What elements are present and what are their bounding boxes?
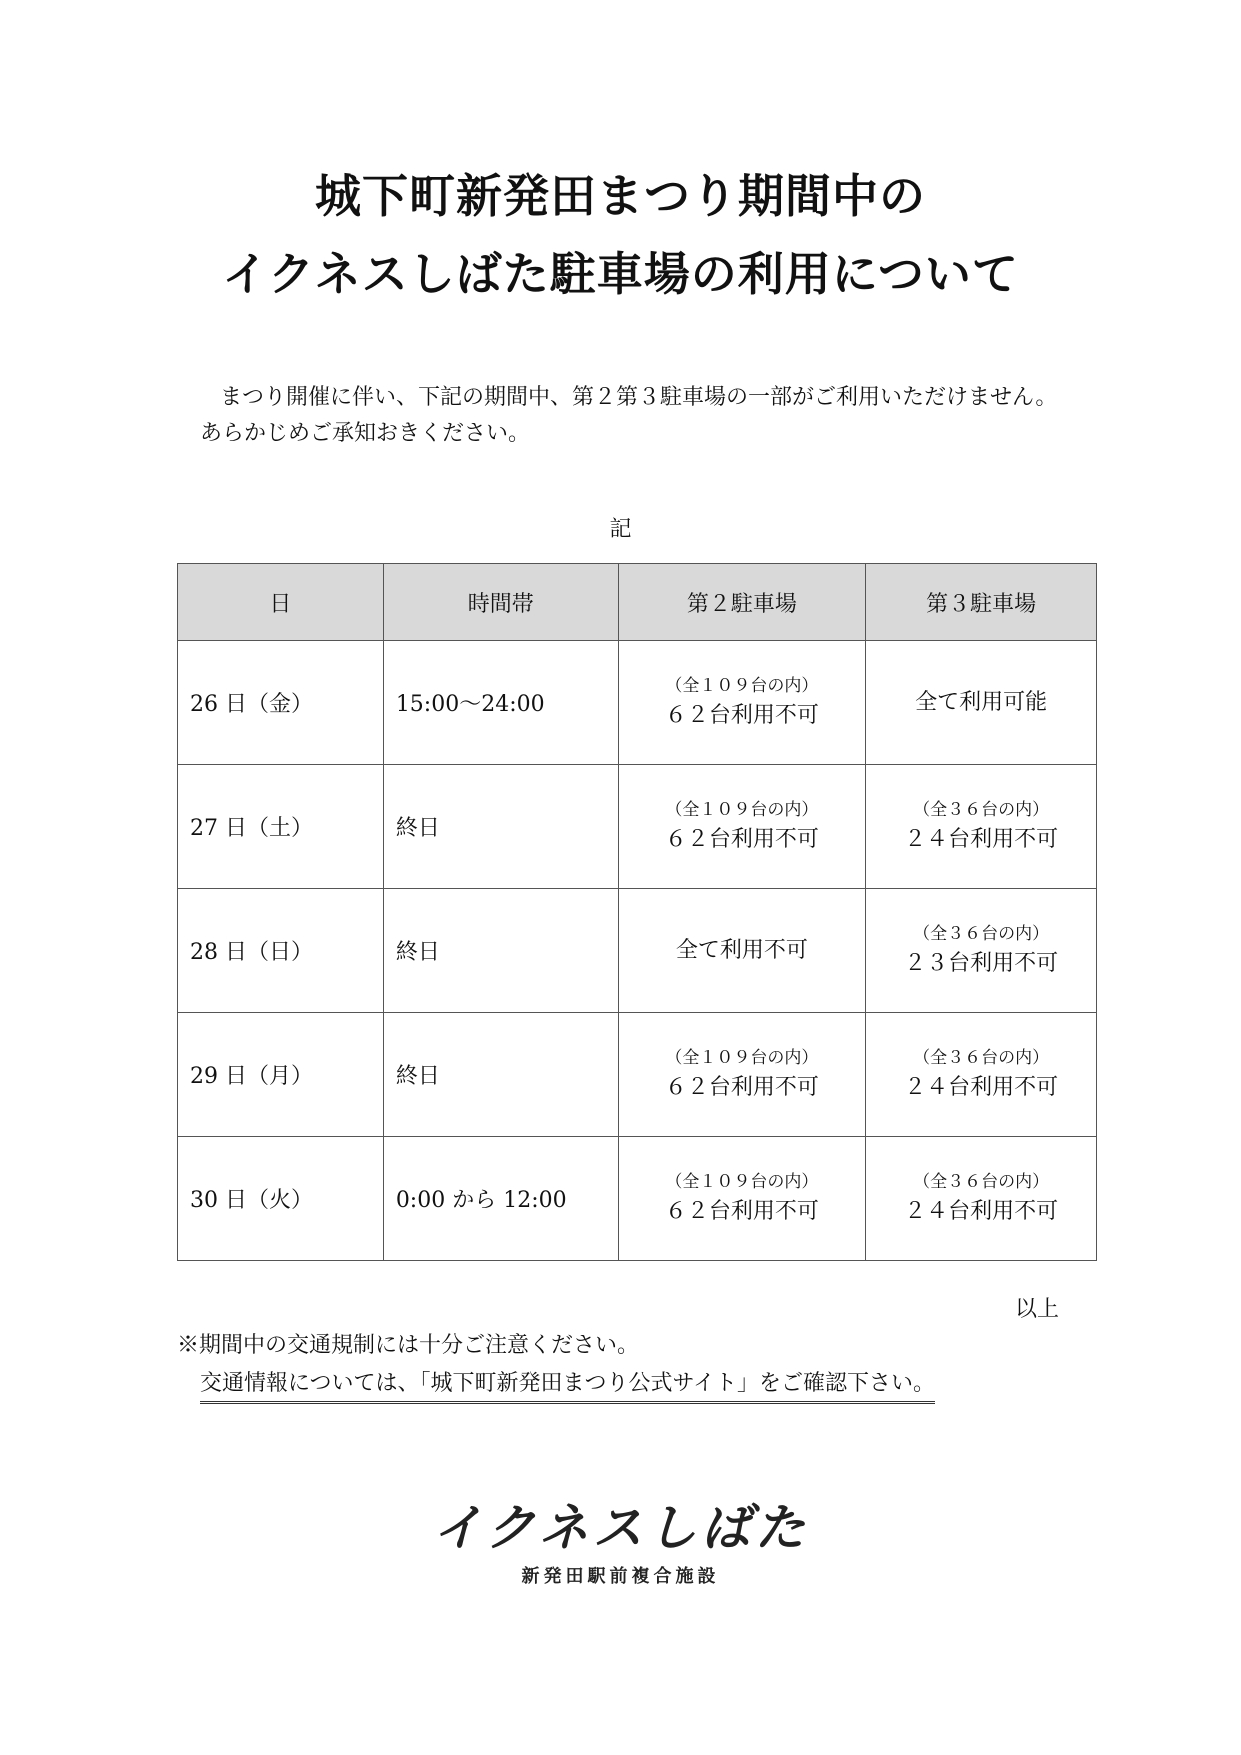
cell-time: 終日 — [383, 765, 618, 889]
parking-3-status: 全て利用可能 — [915, 689, 1048, 715]
parking-2-total: （全１０９台の内） — [665, 675, 819, 696]
cell-date: 27 日（土） — [178, 765, 384, 889]
intro-line-1: まつり開催に伴い、下記の期間中、第２第３駐車場の一部がご利用いただけません。 — [220, 385, 1058, 410]
parking-3-total: （全３６台の内） — [913, 923, 1050, 944]
parking-3-total: （全３６台の内） — [913, 1171, 1050, 1192]
table-row — [178, 1137, 1097, 1261]
parking-3-status: ２４台利用不可 — [904, 1074, 1059, 1100]
header-parking-3: 第３駐車場 — [866, 564, 1097, 641]
header-time: 時間帯 — [383, 564, 618, 641]
parking-2-total: （全１０９台の内） — [665, 1047, 819, 1068]
parking-2-total: （全１０９台の内） — [665, 1171, 819, 1192]
cell-parking-3 — [866, 889, 1097, 1013]
traffic-notice: ※期間中の交通規制には十分ご注意ください。 — [177, 1333, 640, 1358]
intro-line-2: あらかじめご承知おきください。 — [200, 421, 531, 446]
cell-parking-2 — [618, 1013, 866, 1137]
cell-parking-3 — [866, 765, 1097, 889]
parking-3-total: （全３６台の内） — [913, 799, 1050, 820]
parking-2-total: （全１０９台の内） — [665, 799, 819, 820]
cell-date: 28 日（日） — [178, 889, 384, 1013]
cell-time: 15:00～24:00 — [383, 641, 618, 765]
cell-time: 終日 — [383, 1013, 618, 1137]
table-row — [178, 641, 1097, 765]
logo-subtitle: 新発田駅前複合施設 — [521, 1566, 720, 1587]
parking-3-status: ２３台利用不可 — [904, 950, 1059, 976]
cell-parking-2 — [618, 765, 866, 889]
table-row — [178, 889, 1097, 1013]
cell-date: 26 日（金） — [178, 641, 384, 765]
cell-parking-2 — [618, 641, 866, 765]
cell-parking-3 — [866, 1013, 1097, 1137]
cell-date: 30 日（火） — [178, 1137, 384, 1261]
parking-2-status: ６２台利用不可 — [664, 1074, 819, 1100]
ki-heading: 記 — [609, 517, 632, 542]
header-date: 日 — [178, 564, 384, 641]
parking-2-status: ６２台利用不可 — [664, 702, 819, 728]
cell-time: 終日 — [383, 889, 618, 1013]
page-title-line-1: 城下町新発田まつり期間中の — [315, 169, 926, 223]
table-header-row — [178, 564, 1097, 641]
closing-text: 以上 — [1015, 1297, 1060, 1322]
parking-3-status: ２４台利用不可 — [904, 826, 1059, 852]
parking-3-total: （全３６台の内） — [913, 1047, 1050, 1068]
cell-date: 29 日（月） — [178, 1013, 384, 1137]
cell-time: 0:00 から 12:00 — [383, 1137, 618, 1261]
traffic-info-notice: 交通情報については、「城下町新発田まつり公式サイト」をご確認下さい。 — [200, 1366, 935, 1404]
cell-parking-3 — [866, 1137, 1097, 1261]
cell-parking-2 — [618, 889, 866, 1013]
cell-parking-2 — [618, 1137, 866, 1261]
parking-2-status: ６２台利用不可 — [664, 1198, 819, 1224]
parking-3-status: ２４台利用不可 — [904, 1198, 1059, 1224]
table-row — [178, 765, 1097, 889]
cell-parking-3 — [866, 641, 1097, 765]
parking-2-status: 全て利用不可 — [675, 937, 808, 963]
logo-wordmark: イクネスしばた — [432, 1499, 809, 1557]
table-row — [178, 1013, 1097, 1137]
ikunesu-shibata-logo — [0, 1488, 1241, 1588]
header-parking-2: 第２駐車場 — [618, 564, 866, 641]
page-title-line-2: イクネスしばた駐車場の利用について — [222, 247, 1019, 301]
parking-2-status: ６２台利用不可 — [664, 826, 819, 852]
parking-table — [177, 563, 1097, 1261]
